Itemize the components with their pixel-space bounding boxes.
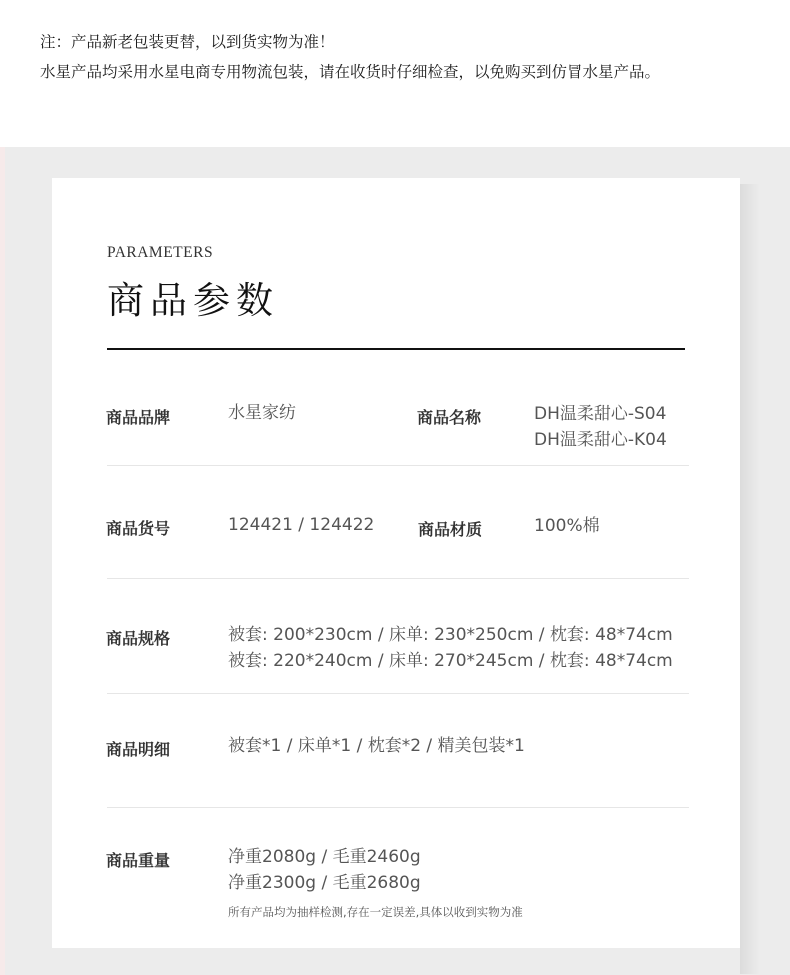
parameters-subtitle: PARAMETERS <box>107 244 214 261</box>
weight-note: 所有产品均为抽样检测,存在一定误差,具体以收到实物为准 <box>228 905 523 919</box>
weight-value <box>228 844 421 896</box>
spec-label: 商品规格 <box>106 629 171 648</box>
detail-value: 被套*1 / 床单*1 / 枕套*2 / 精美包装*1 <box>228 736 525 756</box>
material-label: 商品材质 <box>418 520 483 539</box>
parameters-title: 商品参数 <box>107 279 279 322</box>
backdrop-edge <box>0 147 5 975</box>
parameters-card <box>52 178 740 948</box>
brand-label: 商品品牌 <box>106 408 171 427</box>
notice <box>40 27 780 87</box>
row-divider-3 <box>107 693 689 694</box>
row-divider-4 <box>107 807 689 808</box>
name-value-line-2: DH温柔甜心-K04 <box>534 430 667 450</box>
title-divider <box>107 348 685 350</box>
spec-value-line-2: 被套: 220*240cm / 床单: 270*245cm / 枕套: 48*74cm <box>228 651 673 671</box>
weight-value-line-2: 净重2300g / 毛重2680g <box>228 873 421 893</box>
detail-label: 商品明细 <box>106 740 171 759</box>
card-shadow <box>740 184 790 974</box>
brand-value: 水星家纺 <box>228 403 296 423</box>
sku-value: 124421 / 124422 <box>228 515 375 535</box>
row-divider-2 <box>107 578 689 579</box>
name-value <box>534 401 667 453</box>
sku-label: 商品货号 <box>106 519 171 538</box>
notice-line-1: 注：产品新老包装更替，以到货实物为准！ <box>40 33 335 51</box>
weight-label: 商品重量 <box>106 851 171 870</box>
row-divider-1 <box>107 465 689 466</box>
weight-value-line-1: 净重2080g / 毛重2460g <box>228 847 421 867</box>
name-label: 商品名称 <box>417 408 482 427</box>
material-value: 100%棉 <box>534 516 600 536</box>
name-value-line-1: DH温柔甜心-S04 <box>534 404 667 424</box>
spec-value-line-1: 被套: 200*230cm / 床单: 230*250cm / 枕套: 48*74cm <box>228 625 673 645</box>
spec-value <box>228 622 673 674</box>
notice-line-2: 水星产品均采用水星电商专用物流包装，请在收货时仔细检查，以免购买到仿冒水星产品。 <box>40 63 661 81</box>
